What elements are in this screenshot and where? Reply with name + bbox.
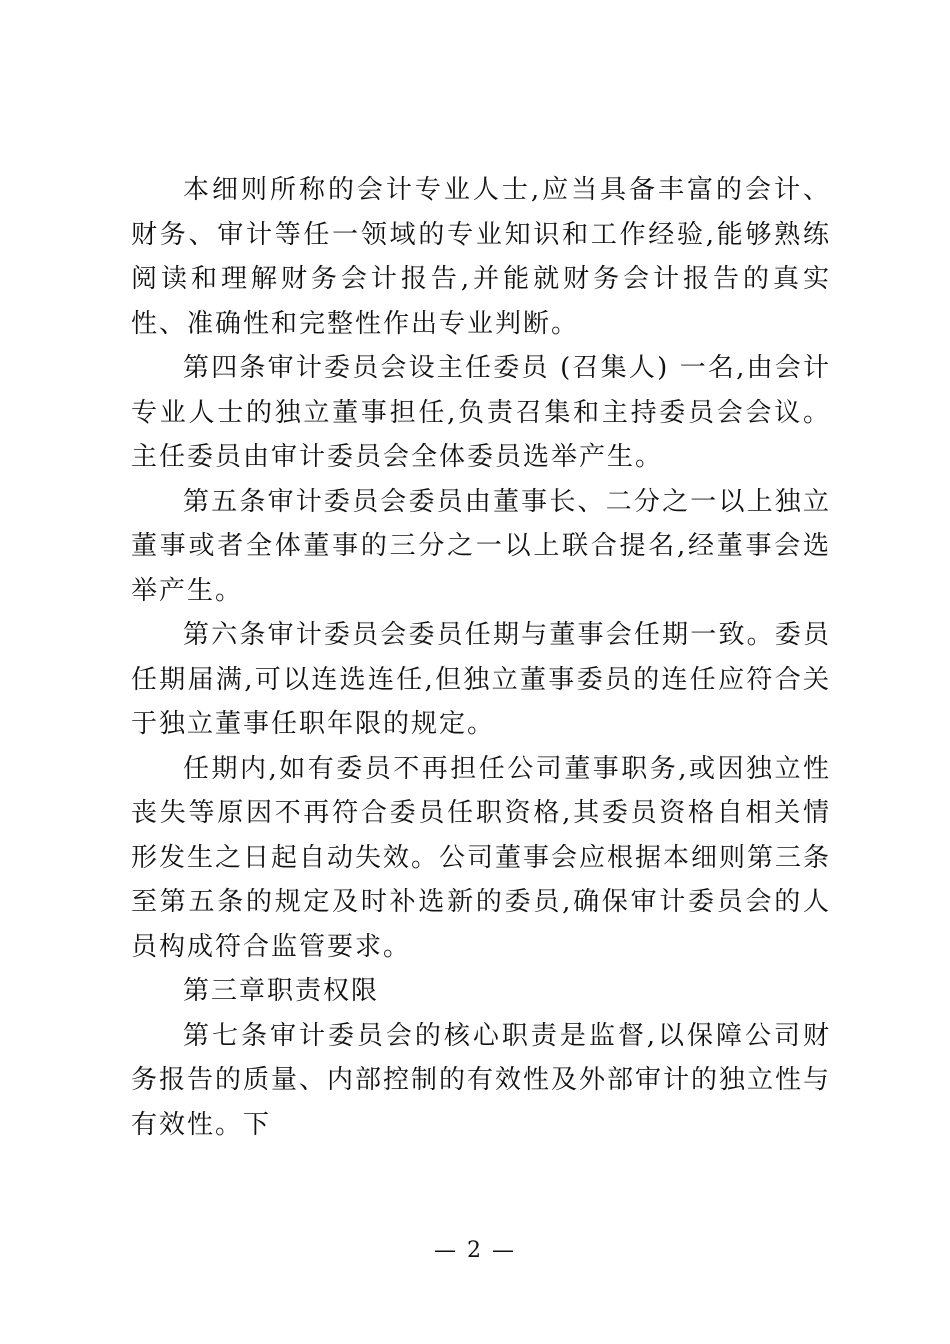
paragraph-term-vacancy: 任期内,如有委员不再担任公司董事职务,或因独立性丧失等原因不再符合委员任职资格,其委员资格自相关情形发生之日起自动失效。公司董事会应根据本细则第三条至第五条的规定及时补选新的委员,确保审计委员会的人员构成符合监管要求。 [131, 753, 832, 962]
paragraph-article-4: 第四条审计委员会设主任委员 (召集人) 一名,由会计专业人士的独立董事担任,负责召集和主持委员会会议。主任委员由审计委员会全体委员选举产生。 [131, 353, 831, 472]
paragraph-article-5: 第五条审计委员会委员由董事长、二分之一以上独立董事或者全体董事的三分之一以上联合提名,经董事会选举产生。 [131, 486, 831, 606]
paragraph-article-6: 第六条审计委员会委员任期与董事会任期一致。委员任期届满,可以连选连任,但独立董事委员的连任应符合关于独立董事任职年限的规定。 [131, 620, 831, 739]
chapter-3-heading: 第三章职责权限 [183, 976, 380, 1006]
page-number: — 2 — [434, 1238, 516, 1263]
paragraph-article-7: 第七条审计委员会的核心职责是监督,以保障公司财务报告的质量、内部控制的有效性及外部审计的独立性与有效性。下 [131, 1020, 832, 1140]
paragraph-accounting-professional: 本细则所称的会计专业人士,应当具备丰富的会计、财务、审计等任一领域的专业知识和工作经验,能够熟练阅读和理解财务会计报告,并能就财务会计报告的真实性、准确性和完整性作出专业判断。 [131, 175, 831, 339]
body-text [131, 168, 831, 1147]
